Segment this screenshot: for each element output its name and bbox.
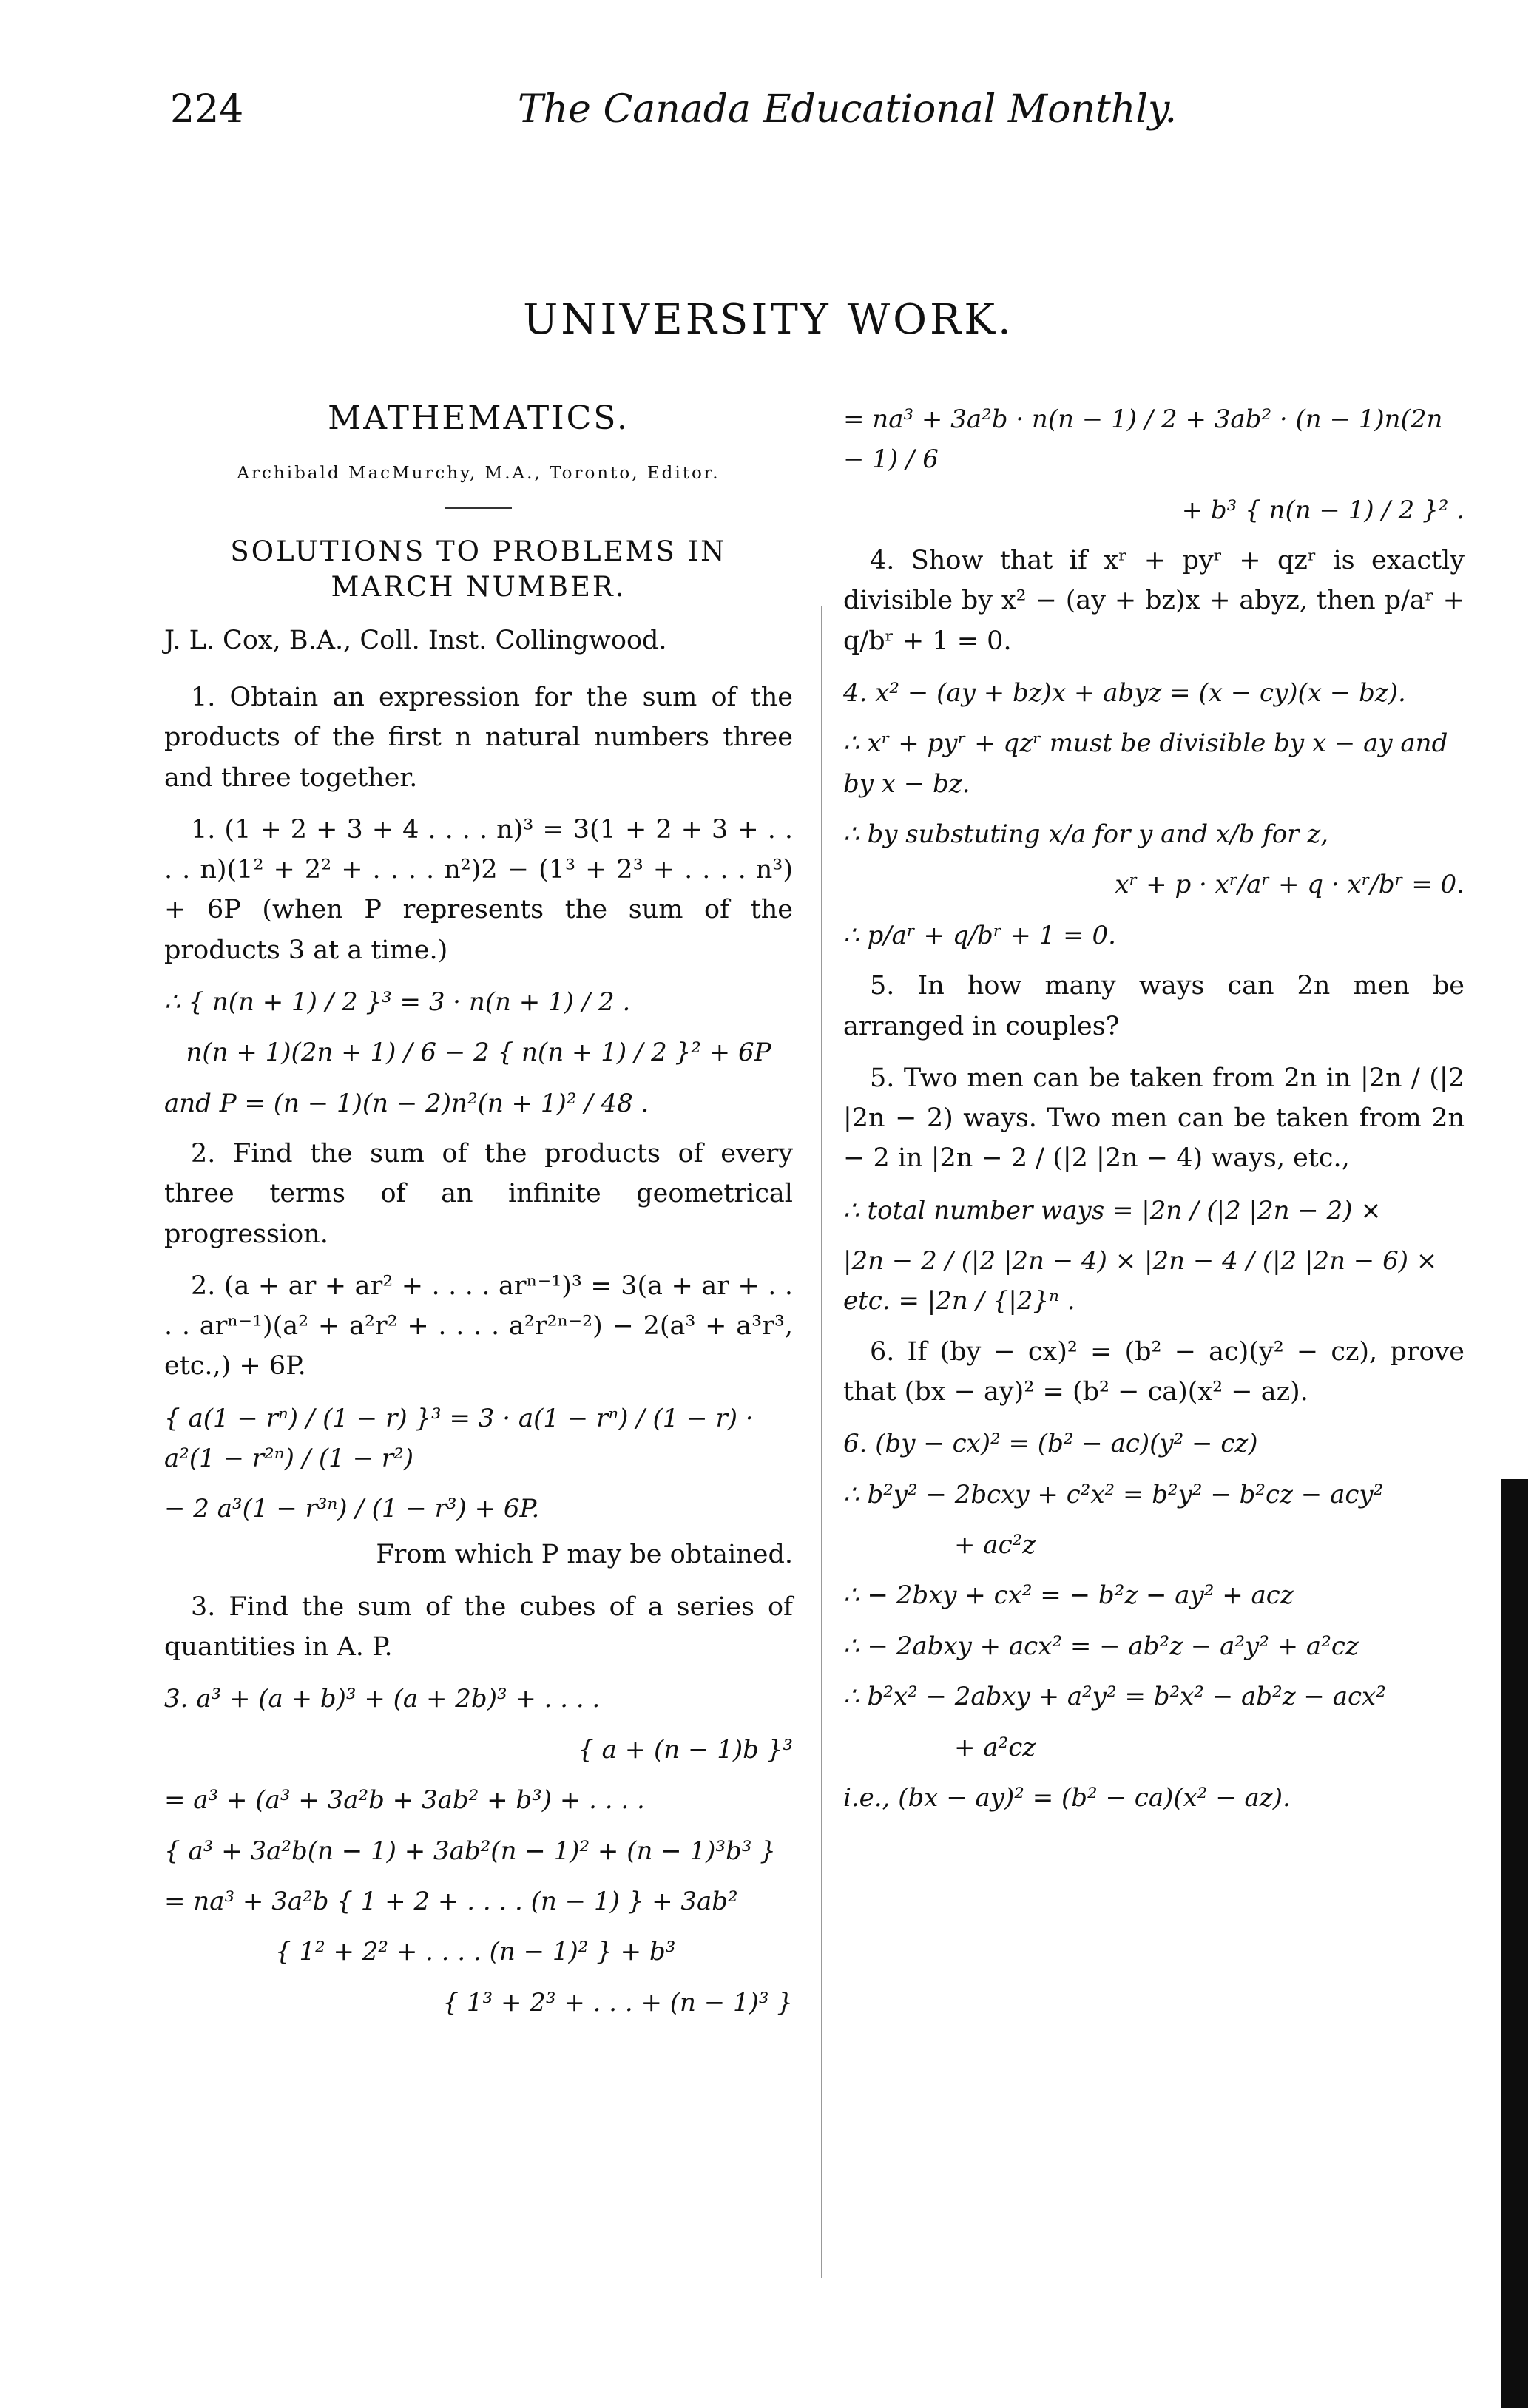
solution-6-line: ∴ − 2abxy + acx² = − ab²z − a²y² + a²cz xyxy=(843,1631,1359,1661)
solution-6-line: ∴ b²x² − 2abxy + a²y² = b²x² − ab²z − acx² xyxy=(843,1682,1386,1712)
solution-1-line: ∴ { n(n + 1) / 2 }³ = 3 · n(n + 1) / 2 . xyxy=(164,987,631,1017)
solution-3-line: { a + (n − 1)b }³ xyxy=(578,1734,793,1765)
column-divider xyxy=(821,606,822,2278)
problem-3: 3. Find the sum of the cubes of a series of quantities in A. P. xyxy=(164,1592,793,1663)
solution-3-line: = na³ + 3a²b { 1 + 2 + . . . . (n − 1) } + 3ab² xyxy=(164,1886,738,1916)
solution-2-line: { a(1 − rⁿ) / (1 − r) }³ = 3 · a(1 − rⁿ) / (1 − r) · a²(1 − r²ⁿ) / (1 − r²) xyxy=(164,1403,754,1474)
problem-6: 6. If (by − cx)² = (b² − ac)(y² − cz), prove that (bx − ay)² = (b² − ca)(x² − az). xyxy=(843,1336,1465,1407)
solution-2-line: 2. (a + ar + ar² + . . . . arⁿ⁻¹)³ = 3(a + ar + . . . . arⁿ⁻¹)(a² + a²r² + . . . . a²r²ⁿ⁻²) − 2(a³ + a³r³, etc.,) + 6P. xyxy=(164,1271,793,1381)
running-head xyxy=(170,87,1368,154)
solution-6-line: i.e., (bx − ay)² = (b² − ca)(x² − az). xyxy=(843,1782,1291,1813)
solution-5-line: 5. Two men can be taken from 2n in |2n / (|2 |2n − 2) ways. Two men can be taken from 2n − 2 in |2n − 2 / (|2 |2n − 4) ways, etc., xyxy=(843,1063,1465,1174)
solution-3-line: = a³ + (a³ + 3a²b + 3ab² + b³) + . . . . xyxy=(164,1785,645,1816)
solutions-heading: SOLUTIONS TO PROBLEMS IN MARCH NUMBER. xyxy=(230,535,727,603)
solution-2-note: From which P may be obtained. xyxy=(376,1539,793,1569)
solution-3-line: 3. a³ + (a + b)³ + (a + 2b)³ + . . . . xyxy=(164,1684,601,1714)
solution-4-line: 4. x² − (ay + bz)x + abyz = (x − cy)(x − bz). xyxy=(843,677,1406,708)
section-title: UNIVERSITY WORK. xyxy=(523,296,1014,344)
short-rule xyxy=(445,507,512,509)
solution-4-line: xʳ + p · xʳ/aʳ + q · xʳ/bʳ = 0. xyxy=(1115,870,1465,900)
left-column xyxy=(164,399,793,2033)
solution-4-line: ∴ by substuting x/a for y and x/b for z, xyxy=(843,819,1328,850)
solution-3-line: { a³ + 3a²b(n − 1) + 3ab²(n − 1)² + (n − 1)³b³ } xyxy=(164,1836,776,1866)
solution-3-continued-line: + b³ { n(n − 1) / 2 }² . xyxy=(1181,495,1465,525)
problem-1: 1. Obtain an expression for the sum of the products of the first n natural numbers three and three together. xyxy=(164,683,793,793)
solution-6-line: ∴ b²y² − 2bcxy + c²x² = b²y² − b²cz − acy² xyxy=(843,1479,1384,1509)
solution-2-line: − 2 a³(1 − r³ⁿ) / (1 − r³) + 6P. xyxy=(164,1494,540,1524)
solution-1-line: n(n + 1)(2n + 1) / 6 − 2 { n(n + 1) / 2 }² + 6P xyxy=(186,1038,771,1068)
journal-title: The Canada Educational Monthly. xyxy=(518,87,1177,132)
problem-4: 4. Show that if xʳ + pyʳ + qzʳ is exactly divisible by x² − (ay + bz)x + abyz, then p/aʳ + q/bʳ + 1 = 0. xyxy=(843,546,1465,656)
solution-1-line: 1. (1 + 2 + 3 + 4 . . . . n)³ = 3(1 + 2 + 3 + . . . . n)(1² + 2² + . . . . n²)2 − (1³ + 2³ + . . . . n³) + 6P (when P represents the sum of the products 3 at a time.) xyxy=(164,814,793,965)
editor-line: Archibald MacMurchy, M.A., Toronto, Editor. xyxy=(237,464,720,483)
scan-edge-shadow xyxy=(1501,1479,1528,2408)
attribution: J. L. Cox, B.A., Coll. Inst. Collingwood. xyxy=(164,626,667,656)
solution-3-line: { 1³ + 2³ + . . . + (n − 1)³ } xyxy=(442,1987,793,2018)
solution-1-line: and P = (n − 1)(n − 2)n²(n + 1)² / 48 . xyxy=(164,1088,649,1118)
solution-6-line: 6. (by − cx)² = (b² − ac)(y² − cz) xyxy=(843,1429,1258,1459)
right-column xyxy=(843,399,1465,1828)
page-number: 224 xyxy=(170,87,244,132)
solution-6-line: + a²cz xyxy=(954,1732,1036,1762)
mathematics-heading: MATHEMATICS. xyxy=(328,399,629,437)
solution-4-line: ∴ p/aʳ + q/bʳ + 1 = 0. xyxy=(843,920,1116,950)
solution-3-continued-line: = na³ + 3a²b · n(n − 1) / 2 + 3ab² · (n − 1)n(2n − 1) / 6 xyxy=(843,405,1443,475)
solution-3-line: { 1² + 2² + . . . . (n − 1)² } + b³ xyxy=(275,1937,676,1967)
solution-6-line: + ac²z xyxy=(954,1529,1036,1560)
solution-5-line: ∴ total number ways = |2n / (|2 |2n − 2) × xyxy=(843,1195,1382,1225)
solution-5-line: |2n − 2 / (|2 |2n − 4) × |2n − 4 / (|2 |2n − 6) × etc. = |2n / {|2}ⁿ . xyxy=(843,1245,1438,1316)
problem-2: 2. Find the sum of the products of every three terms of an infinite geometrical progression. xyxy=(164,1139,793,1249)
solution-4-line: ∴ xʳ + pyʳ + qzʳ must be divisible by x − ay and by x − bz. xyxy=(843,728,1448,799)
solution-6-line: ∴ − 2bxy + cx² = − b²z − ay² + acz xyxy=(843,1580,1294,1611)
problem-5: 5. In how many ways can 2n men be arranged in couples? xyxy=(843,971,1465,1041)
